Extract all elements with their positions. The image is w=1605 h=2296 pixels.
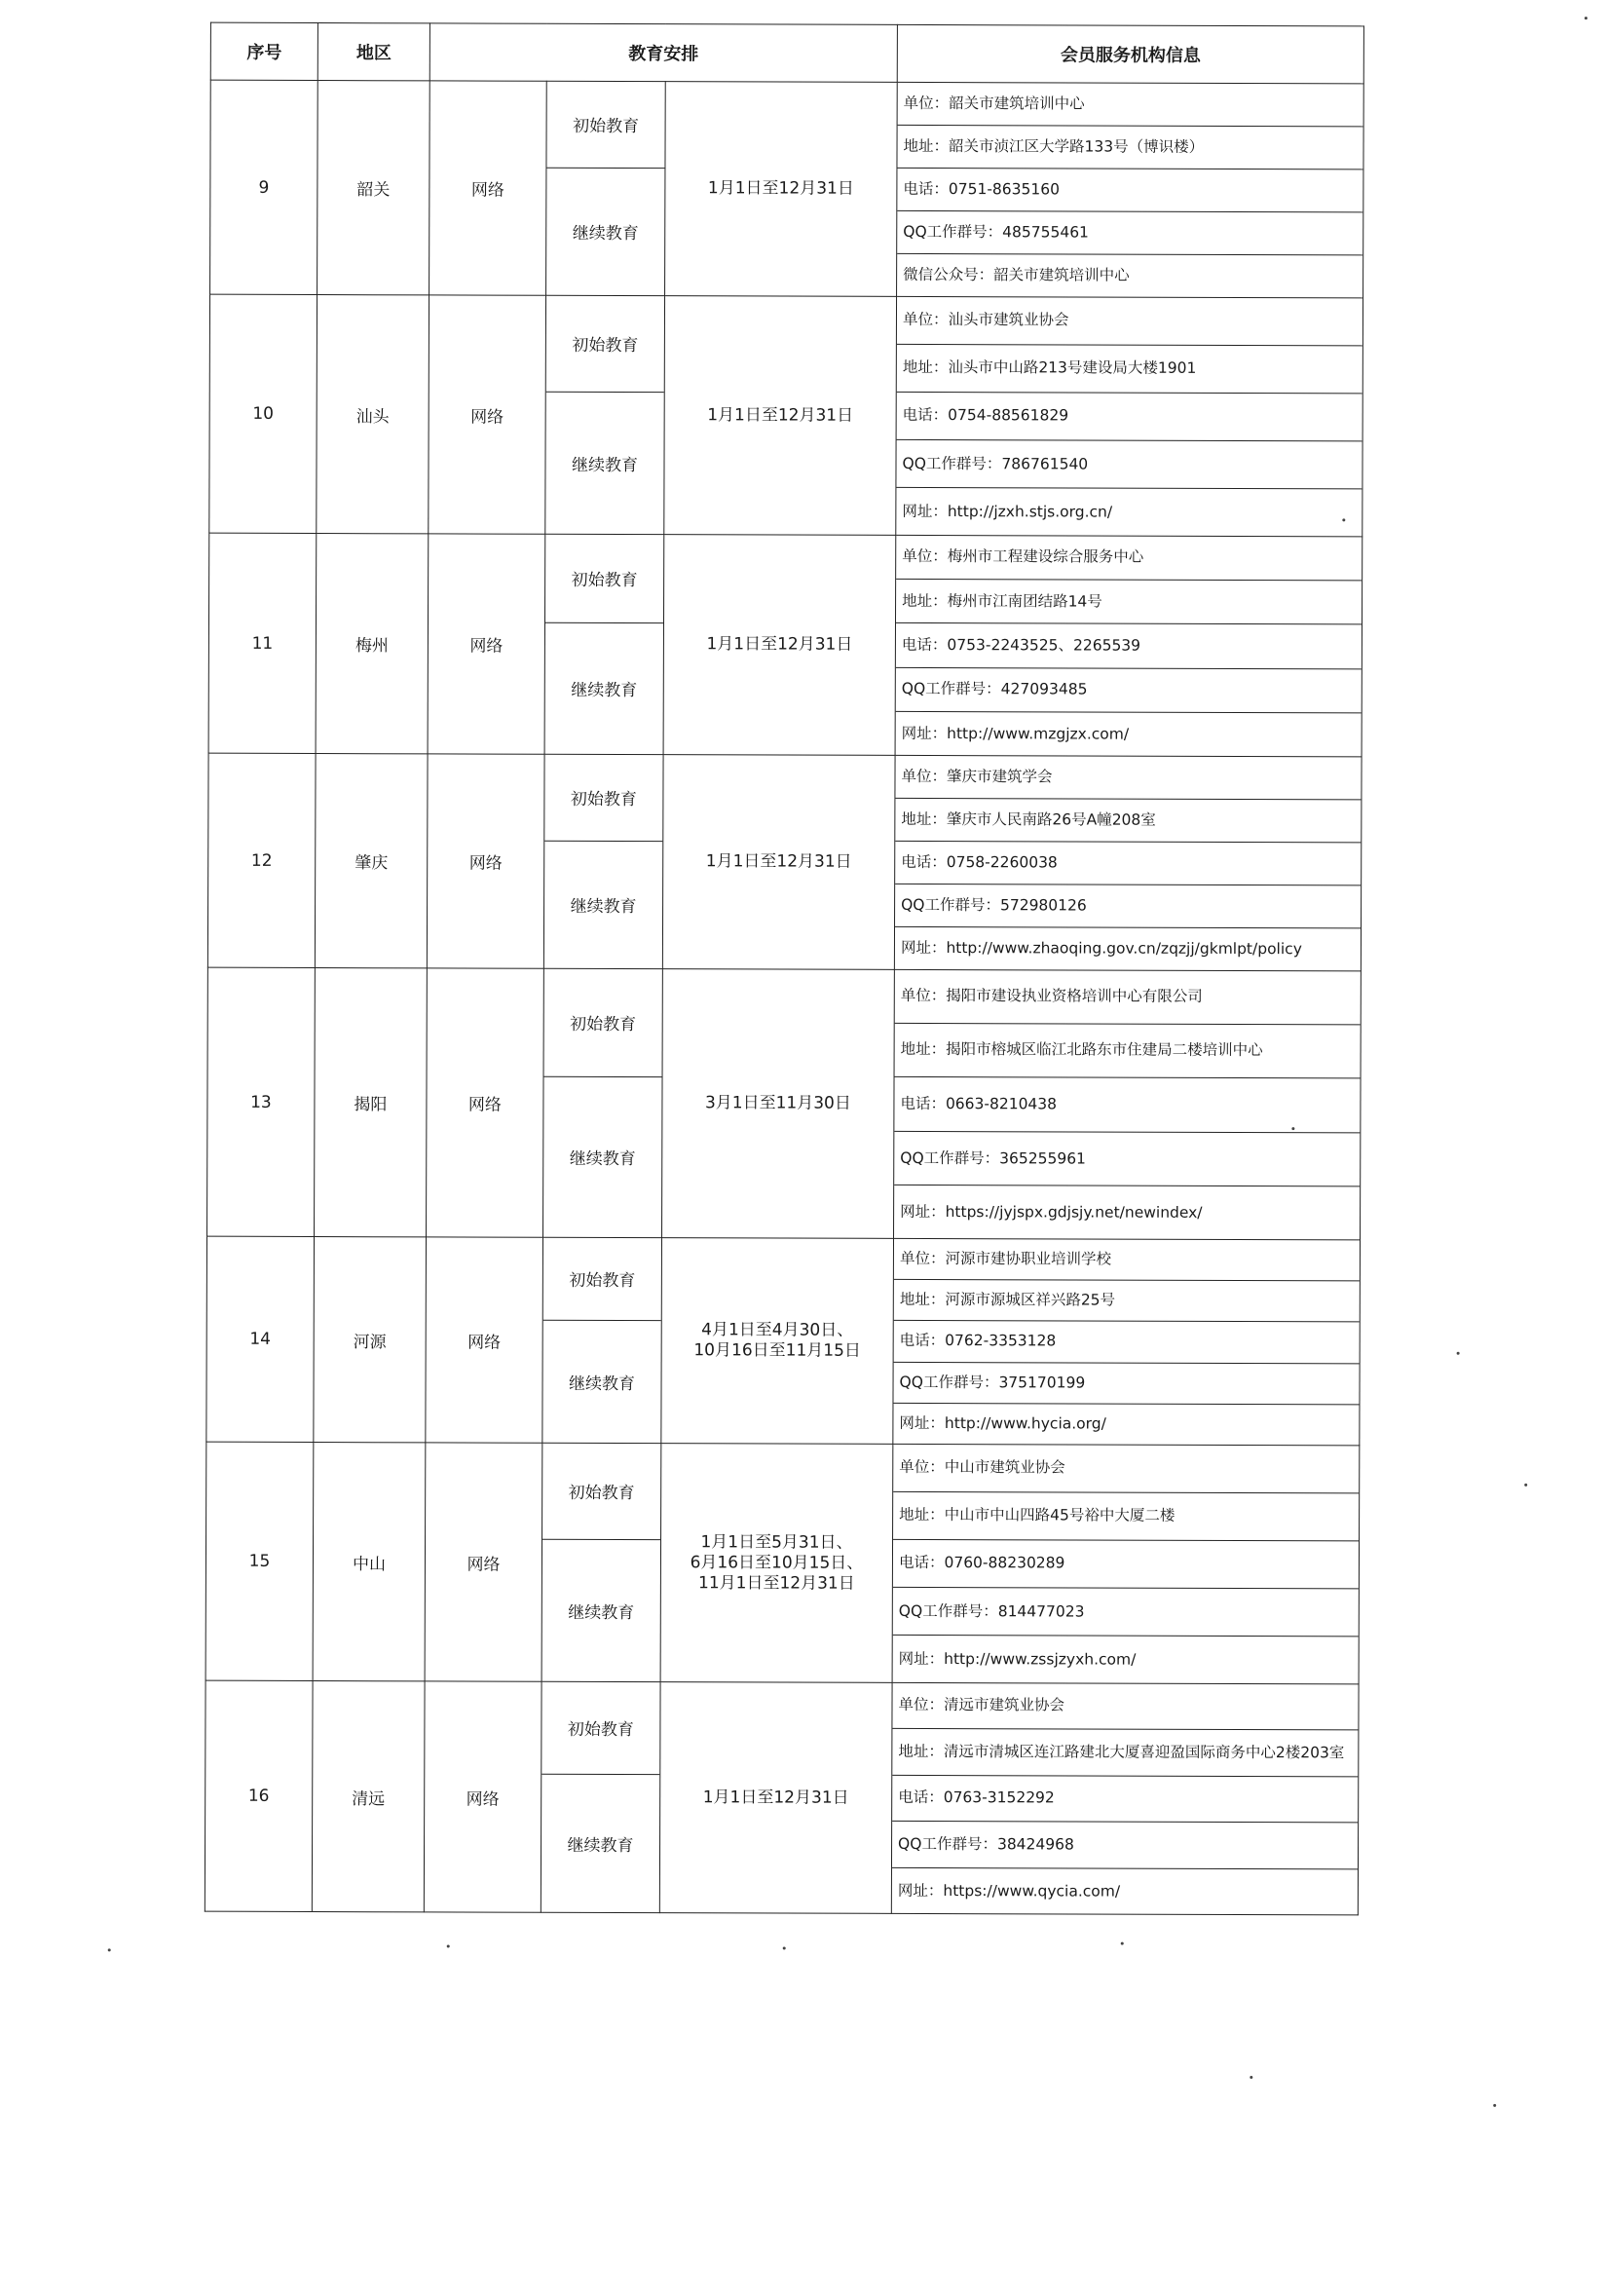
education-type-initial: 初始教育: [544, 755, 662, 841]
service-info: [894, 755, 1362, 971]
schedule-line: 4月1日至4月30日、: [701, 1320, 854, 1340]
schedule-line: 1月1日至12月31日: [707, 404, 854, 426]
table-row: [208, 533, 1362, 757]
education-type-initial: 初始教育: [543, 1238, 661, 1320]
schedule-line: 11月1日至12月31日: [698, 1572, 855, 1594]
service-info: [896, 296, 1363, 537]
info-line: 地址：河源市源城区祥兴路25号: [894, 1279, 1360, 1322]
info-line: 单位：韶关市建筑培训中心: [898, 83, 1363, 127]
scan-speck: [1250, 2076, 1252, 2079]
schedule-line: 1月1日至12月31日: [707, 178, 854, 199]
header-arrangement: 教育安排: [429, 23, 897, 83]
header-region: 地区: [317, 23, 429, 81]
education-type-initial: 初始教育: [546, 82, 664, 168]
row-mode: 网络: [426, 1237, 543, 1443]
scan-speck: [1121, 1942, 1124, 1945]
scan-speck: [1291, 1127, 1294, 1130]
scan-speck: [1493, 2104, 1496, 2107]
education-type-continuing: 继续教育: [569, 1149, 636, 1170]
info-line: QQ工作群号：786761540: [896, 440, 1362, 490]
header-info: 会员服务机构信息: [897, 24, 1363, 84]
schedule: [662, 755, 895, 970]
education-types: [544, 534, 664, 754]
education-type-continuing: 继续教育: [568, 1602, 635, 1623]
education-type-continuing: 继续教育: [571, 681, 638, 701]
service-info: [895, 535, 1362, 757]
info-line: QQ工作群号：814477023: [893, 1587, 1359, 1637]
education-type-initial: 初始教育: [544, 969, 662, 1076]
education-type-continuing: 继续教育: [570, 897, 637, 918]
education-type-continuing: 继续教育: [567, 1835, 634, 1856]
header-no: 序号: [210, 22, 317, 80]
table-row: [207, 753, 1362, 971]
info-line: 电话：0754-88561829: [897, 392, 1362, 441]
info-line: 电话：0753-2243525、2265539: [896, 623, 1362, 669]
info-line: 网址：http://www.mzgjzx.com/: [901, 724, 1130, 743]
row-number: 13: [207, 967, 316, 1236]
info-line: 电话：0751-8635160: [897, 168, 1362, 212]
row-region: 梅州: [316, 534, 429, 754]
info-line: 电话：0762-3353128: [894, 1321, 1360, 1364]
info-line: QQ工作群号：572980126: [895, 884, 1361, 928]
info-line: 地址：韶关市浈江区大学路133号（博识楼）: [897, 125, 1362, 169]
schedule: [661, 1238, 894, 1445]
info-line: 地址：中山市中山四路45号裕中大厦二楼: [893, 1491, 1359, 1541]
info-line: 微信公众号：韶关市建筑培训中心: [903, 266, 1130, 284]
schedule-line: 1月1日至5月31日、: [700, 1531, 853, 1553]
row-number: 15: [205, 1442, 314, 1680]
service-info: [891, 1682, 1359, 1915]
info-line: 地址：肇庆市人民南路26号A幢208室: [895, 798, 1361, 843]
schedule-line: 10月16日至11月15日: [693, 1340, 861, 1361]
scan-speck: [447, 1944, 450, 1947]
schedule: [660, 1444, 893, 1683]
education-type-initial: 初始教育: [545, 535, 663, 622]
scan-speck: [1585, 17, 1587, 19]
education-type-continuing: 继续教育: [572, 224, 639, 245]
education-types: [541, 1443, 661, 1681]
info-line: 电话：0760-88230289: [893, 1539, 1359, 1589]
row-number: 14: [206, 1236, 315, 1442]
row-region: 汕头: [317, 295, 429, 534]
info-line: 地址：揭阳市榕城区临江北路东市住建局二楼培训中心: [895, 1023, 1361, 1078]
schedule: [664, 296, 897, 536]
schedule-line: 6月16日至10月15日、: [690, 1552, 864, 1573]
row-number: 12: [207, 753, 316, 967]
info-line: 网址：http://www.zhaoqing.gov.cn/zqzjj/gkmlpt/policy: [900, 939, 1302, 959]
row-region: 清远: [312, 1681, 425, 1912]
schedule: [665, 82, 898, 297]
row-region: 韶关: [317, 81, 430, 295]
service-info: [897, 82, 1364, 298]
info-line: 网址：https://www.qycia.com/: [897, 1881, 1121, 1901]
education-type-initial: 初始教育: [546, 296, 664, 392]
service-info: [892, 1444, 1360, 1684]
education-type-continuing: 继续教育: [569, 1374, 636, 1394]
row-region: 中山: [313, 1443, 426, 1681]
schedule: [662, 969, 895, 1239]
service-info: [893, 1238, 1361, 1446]
education-types: [542, 1237, 662, 1443]
table-row: [207, 967, 1362, 1240]
table-row: [209, 294, 1363, 537]
row-region: 河源: [314, 1237, 427, 1443]
scan-speck: [1524, 1484, 1527, 1487]
education-types: [543, 968, 663, 1237]
row-number: 9: [210, 80, 318, 294]
table-row: [205, 1680, 1359, 1915]
info-line: 单位：河源市建协职业培训学校: [894, 1239, 1360, 1281]
info-line: QQ工作群号：427093485: [896, 667, 1362, 713]
info-line: 电话：0663-8210438: [894, 1077, 1360, 1133]
row-number: 10: [209, 294, 317, 533]
info-line: 网址：http://www.zssjzyxh.com/: [898, 1649, 1137, 1669]
info-line: 电话：0763-3152292: [892, 1775, 1358, 1823]
education-type-initial: 初始教育: [541, 1682, 659, 1774]
info-line: 网址：http://www.hycia.org/: [899, 1413, 1106, 1433]
info-line: QQ工作群号：365255961: [894, 1131, 1360, 1186]
schedule: [659, 1682, 892, 1914]
table-row: [206, 1236, 1361, 1446]
scan-speck: [783, 1947, 786, 1950]
row-number: 16: [205, 1680, 313, 1911]
info-line: QQ工作群号：38424968: [892, 1822, 1358, 1869]
row-mode: 网络: [428, 534, 545, 754]
info-line: 单位：肇庆市建筑学会: [895, 756, 1361, 800]
schedule-line: 1月1日至12月31日: [706, 634, 853, 655]
education-type-continuing: 继续教育: [571, 455, 639, 475]
info-line: QQ工作群号：485755461: [897, 210, 1362, 255]
row-region: 肇庆: [315, 754, 428, 968]
education-type-initial: 初始教育: [542, 1444, 660, 1539]
row-number: 11: [208, 533, 317, 753]
scan-speck: [1457, 1352, 1460, 1355]
education-types: [543, 754, 663, 968]
row-mode: 网络: [427, 754, 544, 968]
education-types: [545, 295, 665, 534]
table-row: [210, 80, 1364, 298]
info-line: QQ工作群号：375170199: [893, 1362, 1359, 1405]
info-line: 网址：https://jyjspx.gdjsjy.net/newindex/: [900, 1202, 1203, 1222]
info-line: 网址：http://jzxh.stjs.org.cn/: [902, 502, 1113, 521]
info-line: 电话：0758-2260038: [895, 841, 1361, 885]
table-header-row: [210, 22, 1363, 84]
scan-speck: [108, 1948, 111, 1951]
info-line: 单位：梅州市工程建设综合服务中心: [896, 536, 1362, 581]
education-types: [541, 1681, 660, 1912]
row-mode: 网络: [424, 1681, 541, 1912]
service-info: [894, 969, 1362, 1240]
row-region: 揭阳: [315, 968, 428, 1237]
table-row: [205, 1442, 1360, 1684]
info-line: 地址：梅州市江南团结路14号: [896, 579, 1362, 624]
info-line: 地址：清远市清城区连江路建北大厦喜迎盈国际商务中心2楼203室: [892, 1728, 1358, 1776]
member-service-table: [205, 22, 1364, 1916]
scan-speck: [1342, 518, 1345, 521]
info-line: 单位：清远市建筑业协会: [892, 1683, 1358, 1730]
row-mode: 网络: [427, 968, 544, 1237]
info-line: 单位：揭阳市建设执业资格培训中心有限公司: [895, 970, 1361, 1025]
info-line: 单位：中山市建筑业协会: [893, 1445, 1359, 1493]
schedule-line: 1月1日至12月31日: [705, 851, 852, 872]
schedule-line: 1月1日至12月31日: [702, 1787, 849, 1808]
row-mode: 网络: [425, 1443, 542, 1681]
info-line: 单位：汕头市建筑业协会: [897, 297, 1362, 346]
schedule-line: 3月1日至11月30日: [704, 1093, 851, 1113]
row-mode: 网络: [429, 81, 547, 295]
schedule: [663, 535, 896, 756]
education-types: [546, 81, 666, 295]
info-line: 地址：汕头市中山路213号建设局大楼1901: [897, 344, 1362, 394]
row-mode: 网络: [429, 295, 546, 534]
